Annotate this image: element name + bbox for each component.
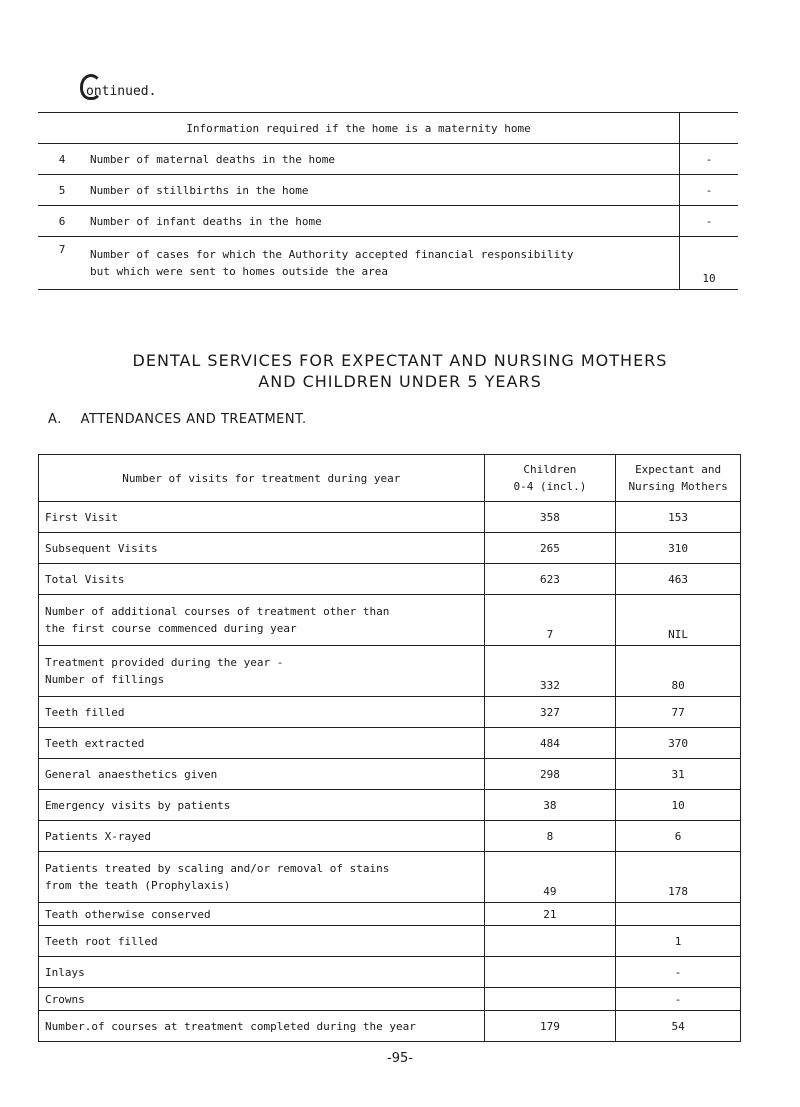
mothers-value: 153 [616,502,741,533]
children-value: 484 [484,728,616,759]
children-value [484,957,616,988]
column-header-line: 0-4 (incl.) [513,480,587,493]
ink-blot-icon [80,74,102,100]
table-row [39,697,741,728]
row-description: Number of infant deaths in the home [86,206,680,237]
row-label: Crowns [39,988,485,1011]
row-label: First Visit [39,502,485,533]
row-number: 5 [38,175,86,206]
mothers-value: 6 [616,821,741,852]
page-number: -95- [387,1051,413,1066]
children-value: 327 [484,697,616,728]
mothers-value: 10 [616,790,741,821]
children-value [484,926,616,957]
column-header-visits: Number of visits for treatment during year [39,455,485,502]
row-label: Number.of courses at treatment completed during the year [39,1011,485,1042]
children-value: 265 [484,533,616,564]
row-label: Teeth extracted [39,728,485,759]
row-value: 10 [680,237,739,290]
table-row [39,957,741,988]
row-label-line: the first course commenced during year [45,622,297,635]
table-row [38,175,738,206]
row-number: 6 [38,206,86,237]
row-label [39,646,485,697]
section-heading-line-2: AND CHILDREN UNDER 5 YEARS [258,372,542,391]
subsection-label: A. [48,412,62,427]
mothers-value: 370 [616,728,741,759]
column-header-line: Expectant and [635,463,722,476]
row-value: - [680,175,739,206]
table-row [39,646,741,697]
table-header: Information required if the home is a maternity home [38,113,680,144]
mothers-value: - [616,988,741,1011]
row-label: Subsequent Visits [39,533,485,564]
row-description-line: but which were sent to homes outside the area [90,265,389,278]
children-value: 8 [484,821,616,852]
table-row [39,595,741,646]
row-label [39,852,485,903]
children-value: 358 [484,502,616,533]
table-row [38,144,738,175]
row-label-line: Number of fillings [45,673,165,686]
row-label: General anaesthetics given [39,759,485,790]
column-header-children [484,455,616,502]
row-label: Patients X-rayed [39,821,485,852]
row-label-line: from the teath (Prophylaxis) [45,879,231,892]
row-value: - [680,144,739,175]
mothers-value: 310 [616,533,741,564]
table-row [39,533,741,564]
table-row [39,852,741,903]
column-header-line: Nursing Mothers [628,480,728,493]
subsection-title [48,412,307,427]
row-label: Inlays [39,957,485,988]
row-description-line: Number of cases for which the Authority accepted financial responsibility [90,248,574,261]
children-value: 7 [484,595,616,646]
table-row [39,790,741,821]
mothers-value: 31 [616,759,741,790]
table-row [39,502,741,533]
subsection-text: ATTENDANCES AND TREATMENT. [80,412,307,427]
children-value: 21 [484,903,616,926]
children-value: 49 [484,852,616,903]
row-description: Number of maternal deaths in the home [86,144,680,175]
row-label-line: Treatment provided during the year - [45,656,284,669]
mothers-value: 1 [616,926,741,957]
children-value: 332 [484,646,616,697]
mothers-value: NIL [616,595,741,646]
continued-text: ontinued. [86,84,157,99]
table-row [38,237,738,290]
dental-attendances-table [38,454,741,1042]
children-value: 179 [484,1011,616,1042]
row-label: Total Visits [39,564,485,595]
row-label: Emergency visits by patients [39,790,485,821]
table-row [39,821,741,852]
column-header-mothers [616,455,741,502]
table-row [38,206,738,237]
table-row [39,759,741,790]
mothers-value: 463 [616,564,741,595]
column-header-line: Children [523,463,577,476]
mothers-value: 77 [616,697,741,728]
row-label: Teeth root filled [39,926,485,957]
mothers-value: 178 [616,852,741,903]
section-heading-line-1: DENTAL SERVICES FOR EXPECTANT AND NURSING MOTHERS [132,351,668,370]
row-label-line: Patients treated by scaling and/or removal of stains [45,862,390,875]
row-description [86,237,680,290]
table-row [39,564,741,595]
maternity-home-table [38,112,738,290]
mothers-value: 80 [616,646,741,697]
row-number: 4 [38,144,86,175]
table-header-row [38,113,738,144]
row-value: - [680,206,739,237]
mothers-value: - [616,957,741,988]
table-row [39,926,741,957]
mothers-value [616,903,741,926]
row-label-line: Number of additional courses of treatment other than [45,605,390,618]
table-row [39,1011,741,1042]
continued-label [86,84,156,99]
row-label: Teeth filled [39,697,485,728]
children-value [484,988,616,1011]
table-header-row [39,455,741,502]
mothers-value: 54 [616,1011,741,1042]
table-header-value [680,113,739,144]
table-row [39,988,741,1011]
row-number: 7 [38,237,86,290]
row-description: Number of stillbirths in the home [86,175,680,206]
row-label [39,595,485,646]
children-value: 623 [484,564,616,595]
children-value: 38 [484,790,616,821]
table-row [39,728,741,759]
row-label: Teath otherwise conserved [39,903,485,926]
table-row [39,903,741,926]
children-value: 298 [484,759,616,790]
